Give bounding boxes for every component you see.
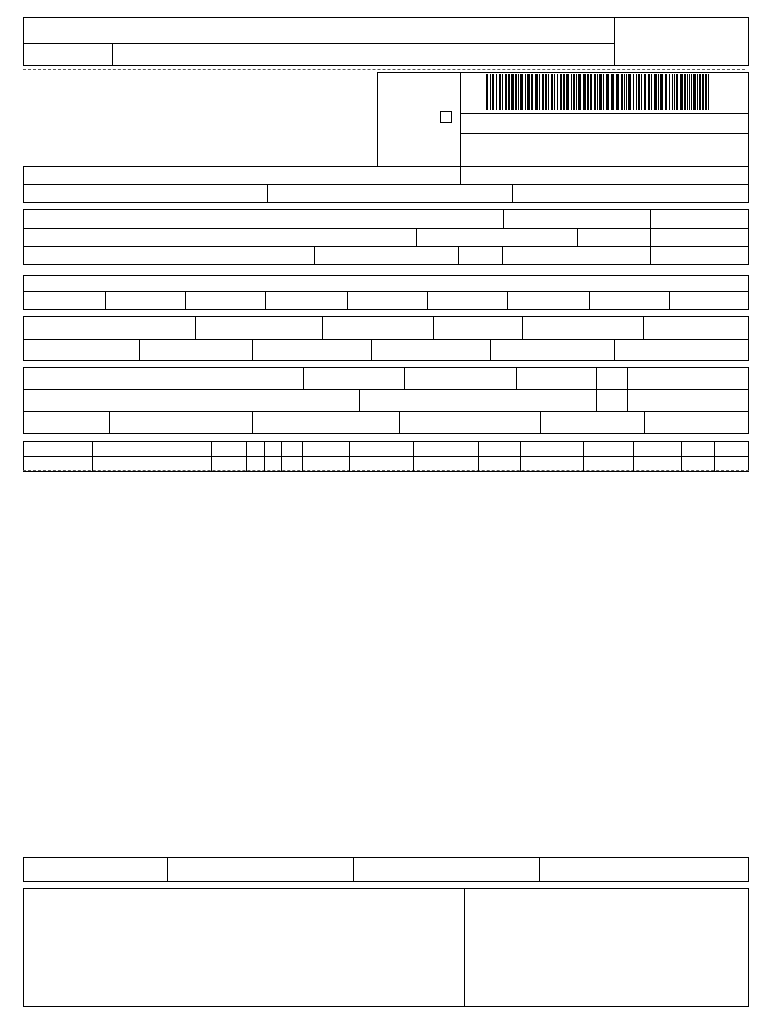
transport-r3-v3 — [399, 411, 400, 434]
barcode-bar — [557, 74, 558, 110]
invoices-v5 — [427, 291, 428, 310]
invoices-v1 — [105, 291, 106, 310]
products-column-divider — [413, 441, 414, 472]
barcode-bar — [684, 74, 686, 110]
transport-r1-v1 — [303, 367, 304, 389]
barcode-bar — [628, 74, 631, 110]
key-row-v3 — [512, 184, 513, 203]
barcode-bar — [621, 74, 623, 110]
barcode-bar — [669, 74, 670, 110]
products-column-divider — [211, 441, 212, 472]
barcode-bar — [535, 74, 538, 110]
tax-r1-v2 — [322, 316, 323, 339]
products-column-divider — [302, 441, 303, 472]
products-column-divider — [478, 441, 479, 472]
tax-h1 — [23, 339, 749, 340]
transport-r1-v3 — [516, 367, 517, 389]
products-column-divider — [246, 441, 247, 472]
barcode-bar — [573, 74, 575, 110]
products-column-divider — [633, 441, 634, 472]
tax-r1-v4 — [522, 316, 523, 339]
header-left-field-divider — [112, 43, 113, 66]
barcode-bar — [651, 74, 652, 110]
barcode-bar — [689, 74, 690, 110]
barcode-bar — [590, 74, 592, 110]
barcode-bar — [708, 74, 709, 110]
barcode-bar — [616, 74, 619, 110]
barcode-bar — [705, 74, 707, 110]
products-row-dash — [23, 470, 749, 471]
totals-v2 — [353, 857, 354, 882]
barcode-bar — [508, 74, 510, 110]
products-column-divider — [281, 441, 282, 472]
barcode-bottom-line-2 — [460, 133, 749, 134]
barcode-bar — [563, 74, 565, 110]
products-column-divider — [714, 441, 715, 472]
barcode-bar — [641, 74, 642, 110]
key-row-v2 — [267, 184, 268, 203]
barcode-bar — [542, 74, 544, 110]
barcode-bar — [597, 74, 598, 110]
barcode-bar — [554, 74, 555, 110]
barcode-bar — [665, 74, 667, 110]
products-column-divider — [583, 441, 584, 472]
transport-h1 — [23, 389, 749, 390]
recipient-r2-v1 — [416, 228, 417, 246]
invoices-v7 — [589, 291, 590, 310]
barcode-bar — [576, 74, 577, 110]
additional-info-divider — [464, 888, 465, 1007]
recipient-r1-v2 — [650, 209, 651, 265]
products-column-divider — [520, 441, 521, 472]
barcode-bar — [638, 74, 640, 110]
recipient-r3-v2 — [458, 246, 459, 265]
issuer-barcode-divider — [460, 72, 461, 167]
invoices-v8 — [669, 291, 670, 310]
barcode-bar — [499, 74, 501, 110]
products-column-divider — [681, 441, 682, 472]
barcode-bar — [702, 74, 704, 110]
transport-r1-v5 — [627, 367, 628, 411]
invoices-v4 — [347, 291, 348, 310]
recipient-h2 — [23, 246, 749, 247]
barcode-bar — [658, 74, 659, 110]
barcode-bar — [594, 74, 596, 110]
barcode-bar — [648, 74, 650, 110]
products-column-divider — [349, 441, 350, 472]
barcode-bar — [611, 74, 614, 110]
header-box — [23, 17, 749, 66]
invoices-h1 — [23, 291, 749, 292]
barcode-bar — [633, 74, 634, 110]
barcode-bar — [603, 74, 604, 110]
barcode-bar — [571, 74, 572, 110]
barcode-bar — [520, 74, 523, 110]
barcode-bar — [551, 74, 553, 110]
invoices-box — [23, 275, 749, 310]
barcode-bar — [490, 74, 491, 110]
barcode-bar — [599, 74, 602, 110]
recipient-r1-v1 — [503, 209, 504, 228]
barcode-bar — [492, 74, 494, 110]
key-row-divider — [23, 184, 749, 185]
tax-r2-v2 — [252, 339, 253, 361]
barcode-bar — [697, 74, 698, 110]
barcode-bar — [654, 74, 657, 110]
transport-r1-v4 — [596, 367, 597, 411]
key-row-v1 — [460, 166, 461, 184]
transport-r3-v4 — [540, 411, 541, 434]
transport-r1-v2 — [404, 367, 405, 389]
products-header-line — [23, 456, 749, 457]
recipient-h1 — [23, 228, 749, 229]
tax-r2-v4 — [490, 339, 491, 361]
barcode-bar — [505, 74, 507, 110]
products-column-divider — [264, 441, 265, 472]
barcode-bar — [511, 74, 514, 110]
totals-box — [23, 857, 749, 882]
perforation-line — [23, 69, 745, 70]
totals-v1 — [167, 857, 168, 882]
recipient-box — [23, 209, 749, 265]
recipient-r3-v1 — [314, 246, 315, 265]
barcode-bar — [626, 74, 627, 110]
barcode-bar — [660, 74, 663, 110]
barcode-bar — [674, 74, 675, 110]
barcode-bar — [518, 74, 519, 110]
form-checkbox[interactable] — [440, 111, 452, 123]
barcode-bar — [587, 74, 589, 110]
barcode-bar — [583, 74, 586, 110]
barcode-bar — [496, 74, 497, 110]
barcode-bar — [687, 74, 688, 110]
barcode-bar — [525, 74, 526, 110]
barcode-bar — [560, 74, 562, 110]
recipient-r3-v3 — [502, 246, 503, 265]
invoices-v3 — [265, 291, 266, 310]
barcode-bar — [578, 74, 581, 110]
barcode-bar — [486, 74, 488, 110]
tax-r2-v5 — [614, 339, 615, 361]
additional-info-box — [23, 888, 749, 1007]
barcode-bar — [545, 74, 547, 110]
invoices-v2 — [185, 291, 186, 310]
barcode-bar — [624, 74, 625, 110]
barcode-bar — [676, 74, 678, 110]
invoices-v6 — [507, 291, 508, 310]
recipient-r2-v2 — [577, 228, 578, 246]
products-column-divider — [92, 441, 93, 472]
barcode-bar — [644, 74, 646, 110]
barcode-bar — [527, 74, 530, 110]
transport-r3-v1 — [109, 411, 110, 434]
header-right-divider — [614, 17, 615, 66]
barcode-bar — [691, 74, 692, 110]
totals-v3 — [539, 857, 540, 882]
barcode-icon — [486, 74, 711, 110]
tax-r2-v3 — [371, 339, 372, 361]
barcode-bar — [531, 74, 533, 110]
barcode-bar — [699, 74, 701, 110]
tax-r1-v3 — [433, 316, 434, 339]
barcode-bar — [539, 74, 540, 110]
tax-r1-v1 — [195, 316, 196, 339]
barcode-bar — [515, 74, 517, 110]
transport-r3-v5 — [644, 411, 645, 434]
barcode-bar — [502, 74, 503, 110]
barcode-bottom-line-1 — [460, 113, 749, 114]
tax-r1-v5 — [643, 316, 644, 339]
barcode-bar — [566, 74, 569, 110]
barcode-bar — [636, 74, 637, 110]
transport-h2 — [23, 411, 749, 412]
transport-r3-v2 — [252, 411, 253, 434]
tax-r2-v1 — [139, 339, 140, 361]
barcode-bar — [680, 74, 683, 110]
barcode-bar — [672, 74, 673, 110]
barcode-bar — [693, 74, 696, 110]
transport-r2-v1 — [359, 389, 360, 411]
transport-box — [23, 367, 749, 434]
barcode-bar — [606, 74, 609, 110]
barcode-bar — [548, 74, 549, 110]
